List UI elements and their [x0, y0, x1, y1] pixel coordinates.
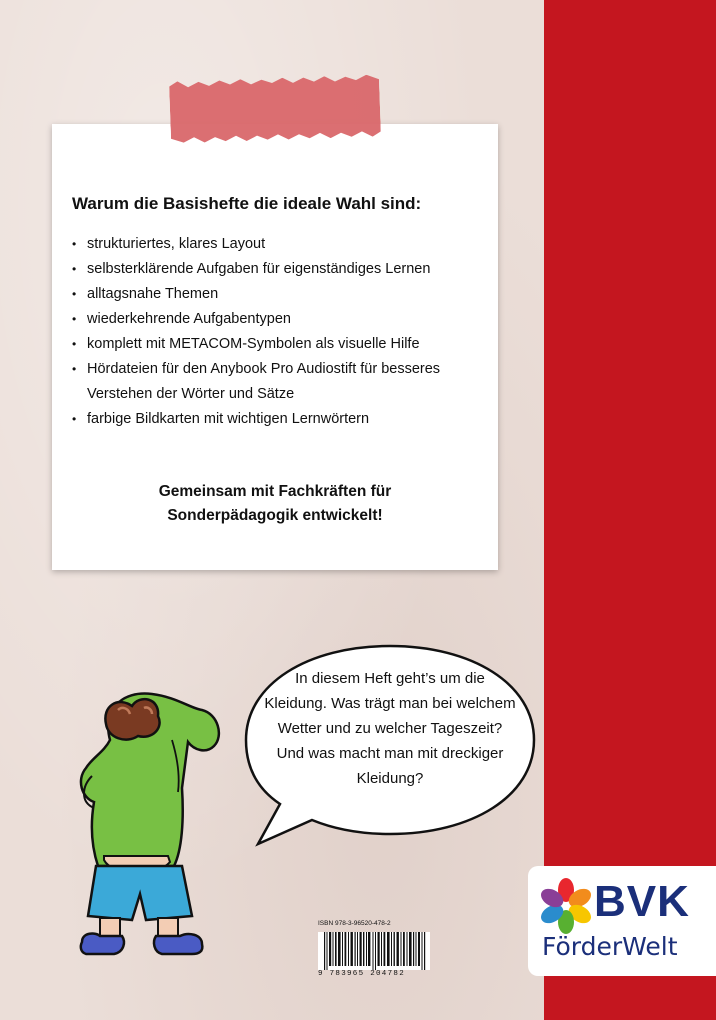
list-item: • wiederkehrende Aufgabentypen — [72, 307, 492, 332]
tape-strip — [169, 74, 381, 143]
publisher-logo — [528, 866, 716, 976]
logo-sub-text: FörderWelt — [542, 932, 678, 961]
list-item: • alltagsnahe Themen — [72, 282, 492, 307]
list-item: • selbsterklärende Aufgaben für eigenständiges Lernen — [72, 257, 492, 282]
isbn-text: ISBN 978-3-96520-478-2 — [318, 920, 391, 927]
barcode-icon — [318, 932, 430, 970]
feature-list — [72, 232, 492, 432]
logo-brand-text: BVK — [594, 877, 690, 926]
tagline-line-2: Sonderpädagogik entwickelt! — [167, 507, 383, 524]
tagline-line-1: Gemeinsam mit Fachkräften für — [158, 483, 392, 500]
note-title: Warum die Basishefte die ideale Wahl sind: — [72, 194, 422, 213]
info-note-card — [52, 124, 498, 570]
child-character-illustration — [52, 680, 232, 970]
speech-text: In diesem Heft geht’s um die Kleidung. Was trägt man bei welchem Wetter und zu welcher Tageszeit? Und was macht man mit dreckiger Kleidung? — [264, 670, 516, 787]
tagline — [52, 480, 498, 528]
list-item: • farbige Bildkarten mit wichtigen Lernwörtern — [72, 407, 492, 432]
flower-logo-icon — [538, 878, 594, 934]
barcode-area — [318, 920, 430, 982]
list-item: • Hördateien für den Anybook Pro Audiostift für besseres Verstehen der Wörter und Sätze — [72, 357, 492, 407]
list-item: • komplett mit METACOM-Symbolen als visuelle Hilfe — [72, 332, 492, 357]
list-item: • strukturiertes, klares Layout — [72, 232, 492, 257]
ean-digits: 9 783965 204782 — [318, 970, 406, 978]
